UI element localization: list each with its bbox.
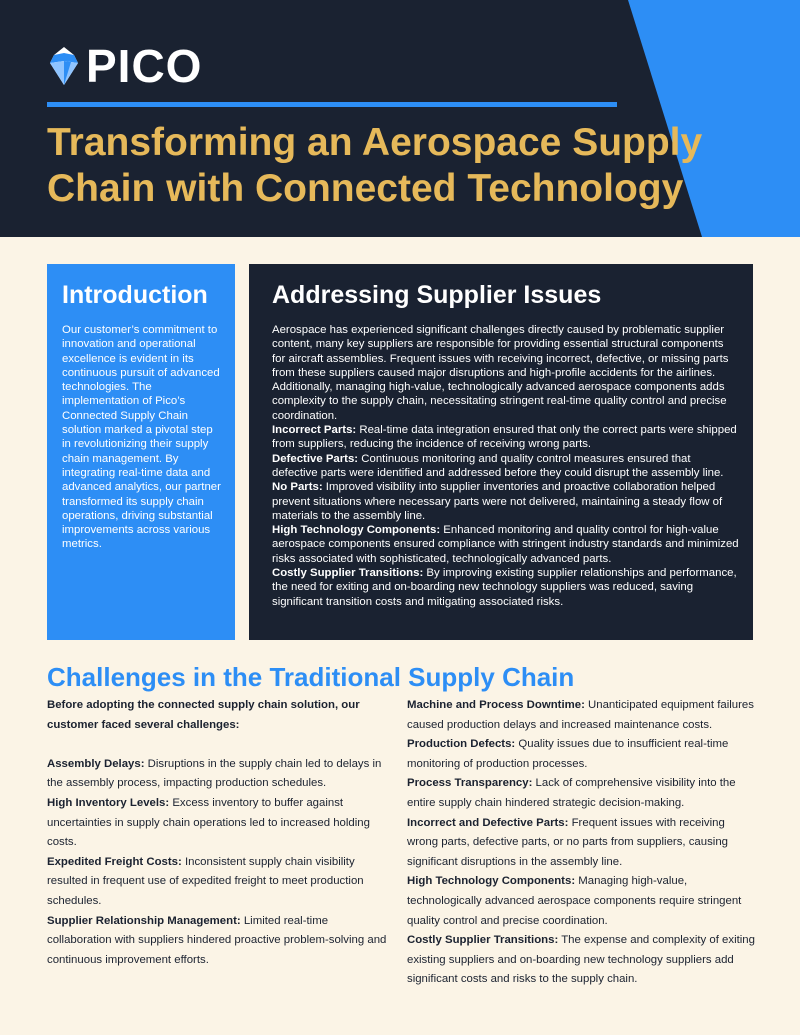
introduction-heading: Introduction [62, 281, 208, 309]
supplier-issue-item [272, 566, 739, 609]
supplier-issues-lead: Aerospace has experienced significant challenges directly caused by problematic supplier content, many key suppliers are responsible for providing essential structural components for aircraft assemblies. Frequent issues with receiving incorrect, defective, or missing parts from these suppliers caused major disruptions and high-profile accidents for the airlines. Additionally, managing high-value, technologically advanced aerospace components adds complexity to the supply chain, necessitating stringent real-time quality control and precise coordination. [272, 324, 729, 422]
challenge-term: Machine and Process Downtime: [407, 699, 585, 711]
supplier-issue-text: Improved visibility into supplier inventories and proactive collaboration helped prevent situations where necessary parts were not delivered, maintaining a steady flow of materials to the assembly line. [272, 481, 723, 522]
challenge-term: Expedited Freight Costs: [47, 855, 182, 868]
header-banner [0, 0, 800, 237]
challenge-term: Supplier Relationship Management: [47, 914, 241, 927]
challenge-term: Process Transparency: [407, 777, 533, 790]
challenge-term: Incorrect and Defective Parts: [407, 816, 569, 829]
challenge-text: Disruptions in the supply chain led to delays in the assembly process, impacting production schedules. [47, 757, 382, 790]
challenge-text: Limited real-time collaboration with suppliers hindered proactive problem-solving and continuous improvement efforts. [47, 914, 387, 966]
supplier-issues-heading: Addressing Supplier Issues [272, 281, 602, 309]
header-divider [47, 102, 617, 107]
challenge-text: The expense and complexity of exiting existing suppliers and on-boarding new technology suppliers add significant costs and risks to the supply chain. [407, 934, 755, 986]
challenge-term: Assembly Delays: [47, 757, 145, 770]
challenge-item [407, 872, 757, 931]
challenge-item [47, 794, 392, 853]
challenge-item [407, 696, 757, 735]
supplier-issue-term: Incorrect Parts: [272, 424, 357, 437]
challenge-text: Frequent issues with receiving wrong parts, defective parts, or no parts from suppliers, causing significant disruptions in the assembly line. [407, 816, 728, 868]
challenge-text: Unanticipated equipment failures caused production delays and increased maintenance costs. [407, 699, 754, 731]
supplier-issue-text: Real-time data integration ensured that only the correct parts were shipped from suppliers, reducing the incidence of receiving wrong parts. [272, 424, 737, 451]
supplier-issue-item [272, 452, 739, 481]
challenges-lead: Before adopting the connected supply chain solution, our customer faced several challenges: [47, 699, 360, 731]
challenge-item [47, 912, 392, 971]
logo-wordmark: PICO [86, 40, 203, 92]
challenge-term: Costly Supplier Transitions: [407, 934, 559, 947]
page-title: Transforming an Aerospace Supply Chain with Connected Technology [47, 121, 703, 210]
challenge-term: High Technology Components: [407, 875, 576, 888]
challenge-text: Excess inventory to buffer against uncertainties in supply chain operations led to increased holding costs. [47, 796, 370, 849]
challenges-left-column [47, 696, 392, 970]
supplier-issue-term: High Technology Components: [272, 524, 441, 537]
supplier-issues-panel [249, 264, 753, 640]
challenge-item [47, 755, 392, 794]
challenge-item [407, 774, 757, 813]
supplier-issue-item [272, 480, 739, 523]
supplier-issue-term: Costly Supplier Transitions: [272, 567, 424, 580]
challenge-term: High Inventory Levels: [47, 796, 170, 809]
supplier-issue-text: Enhanced monitoring and quality control for high-value aerospace components ensured compliance with stringent industry standards and minimized risks associated with sophisticated, technologically advanced parts. [272, 524, 739, 565]
challenge-item [407, 814, 757, 873]
challenge-item [407, 735, 757, 774]
challenge-text: Managing high-value, technologically advanced aerospace components require stringent quality control and precise coordination. [407, 875, 742, 927]
challenge-item [407, 931, 757, 990]
supplier-issue-term: Defective Parts: [272, 452, 359, 465]
challenge-text: Lack of comprehensive visibility into the entire supply chain hindered strategic decision-making. [407, 777, 736, 809]
supplier-issue-item [272, 423, 739, 452]
pico-logo-mark-icon [48, 47, 80, 85]
challenges-heading: Challenges in the Traditional Supply Chain [47, 662, 575, 692]
challenge-item [47, 853, 392, 912]
supplier-issue-item [272, 523, 739, 566]
introduction-panel [47, 264, 235, 640]
pico-logo [48, 40, 203, 92]
supplier-issue-term: No Parts: [272, 481, 323, 494]
challenges-right-column [407, 696, 757, 990]
supplier-issue-text: By improving existing supplier relationships and performance, the need for exiting and on-boarding new technology suppliers was reduced, saving significant transition costs and mitigating associated risks. [272, 567, 737, 608]
introduction-body: Our customer’s commitment to innovation and operational excellence is evident in its continuous pursuit of advanced technologies. The implementation of Pico’s Connected Supply Chain solution marked a pivotal step in revolutionizing their supply chain management. By integrating real-time data and advanced analytics, our partner transformed its supply chain operations, driving substantial improvements across various metrics. [62, 324, 221, 551]
challenge-text: Quality issues due to insufficient real-time monitoring of production processes. [407, 738, 729, 770]
supplier-issue-text: Continuous monitoring and quality control measures ensured that defective parts were identified and addressed before they could disrupt the assembly line. [272, 452, 724, 479]
challenge-text: Inconsistent supply chain visibility resulted in frequent use of expedited freight to meet production schedules. [47, 855, 364, 907]
challenge-term: Production Defects: [407, 738, 516, 751]
